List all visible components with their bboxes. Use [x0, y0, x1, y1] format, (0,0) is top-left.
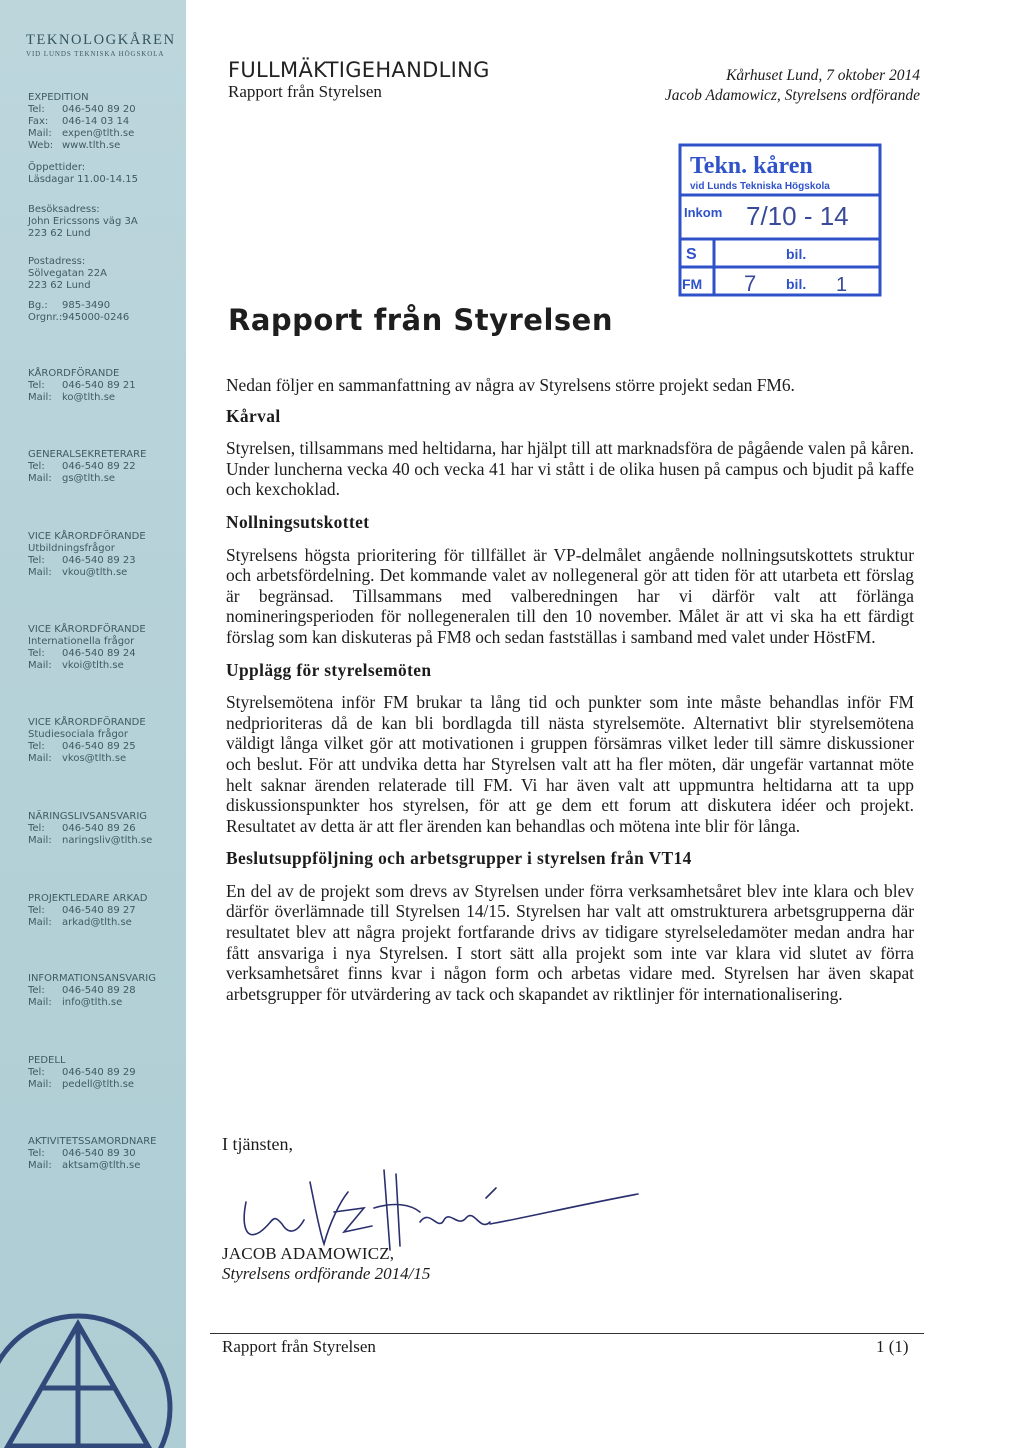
role-contact: [28, 973, 183, 1009]
mail-label: Mail:: [28, 1079, 52, 1090]
org-subtitle: VID LUNDS TEKNISKA HÖGSKOLA: [26, 50, 165, 58]
section-heading: Beslutsuppföljning och arbetsgrupper i styrelsen från VT14: [226, 848, 692, 869]
bg-label: Bg.:: [28, 300, 48, 311]
org-name-block: [26, 32, 176, 58]
role-mail: info@tlth.se: [62, 997, 123, 1008]
mail-label: Mail:: [28, 473, 52, 484]
role-title: VICE KÅRORDFÖRANDE: [28, 717, 146, 728]
role-tel: 046-540 89 23: [62, 555, 136, 566]
role-mail: aktsam@tlth.se: [62, 1160, 141, 1171]
contact-value: 046-540 89 20: [62, 104, 136, 115]
opening-hours: [28, 162, 183, 186]
stamp-value-fm: 7: [744, 271, 757, 296]
post-heading: Postadress:: [28, 256, 86, 267]
mail-label: Mail:: [28, 392, 52, 403]
contact-label: Mail:: [28, 128, 52, 139]
section-paragraph: En del av de projekt som drevs av Styrelsen under förra verksamhetsåret blev inte klara och blev därför överlämnade till Styrelsen 14/15. Styrelsen har valt att omstrukturera arbetsgrupperna där resultatet blev att några projekt fortfarande drivs av tidigare styrelseledamöter medan andra har fått ansvariga i nya Styrelsen. I stort sätt alla projekt som inte var klara vid slutet av förra verksamhetsåret finns kvar i någon form och arbetas vidare med. Styrelsen har även skapat arbetsgrupper för utvärdering av tack och skapandet av riktlinjer för internationalisering.: [226, 880, 914, 1004]
role-tel: 046-540 89 21: [62, 380, 136, 391]
section-paragraph: Styrelsen, tillsammans med heltidarna, har hjälpt till att marknadsföra de pågående valen på kåren. Under luncherna vecka 40 och vecka 41 har vi stått i de olika husen på campus och bjudit på kaffe och kexchoklad.: [226, 438, 914, 500]
document-header: [228, 58, 490, 102]
role-contact: [28, 893, 183, 929]
role-contact: [28, 1055, 183, 1091]
role-subtitle: Studiesociala frågor: [28, 729, 129, 740]
role-title: GENERALSEKRETERARE: [28, 449, 147, 460]
tlth-logo-icon: [0, 1290, 186, 1448]
role-contact: [28, 717, 183, 765]
role-title: NÄRINGSLIVSANSVARIG: [28, 811, 148, 822]
mail-label: Mail:: [28, 567, 52, 578]
section-heading: Upplägg för styrelsemöten: [226, 659, 432, 680]
tel-label: Tel:: [28, 461, 45, 472]
role-contact: [28, 531, 183, 579]
role-mail: vkos@tlth.se: [62, 753, 127, 764]
tel-label: Tel:: [28, 1148, 45, 1159]
tel-label: Tel:: [28, 905, 45, 916]
role-title: VICE KÅRORDFÖRANDE: [28, 624, 146, 635]
contact-label: Tel:: [28, 104, 45, 115]
org-name: TEKNOLOGKÅREN: [26, 32, 176, 48]
stamp-label-inkom: Inkom: [684, 205, 723, 220]
place-date: Kårhuset Lund, 7 oktober 2014: [726, 67, 920, 84]
section-paragraph: Styrelsens högsta prioritering för tillfället är VP-delmålet angående nollningsutskottets struktur och arbetsfördelning. Det kommande valet av nollegeneral gör att tiden för att utarbeta ett förslag är begränsad. Tillsammans med valberedningen har vi därför valt att förlänga nomineringsperioden för nollegeneralen till den 10 november. Målet är att vi ska ha ett färdigt förslag som kan diskuteras på FM8 och sedan fastställas i samband med valet under HöstFM.: [226, 544, 914, 647]
role-tel: 046-540 89 24: [62, 648, 136, 659]
role-title: VICE KÅRORDFÖRANDE: [28, 531, 146, 542]
mail-label: Mail:: [28, 660, 52, 671]
role-mail: vkou@tlth.se: [62, 567, 128, 578]
signer-name: JACOB ADAMOWICZ,: [222, 1244, 395, 1263]
contact-label: Fax:: [28, 116, 49, 127]
document-title: Rapport från Styrelsen: [228, 303, 613, 337]
post-address: [28, 256, 183, 292]
page-number: 1 (1): [876, 1337, 909, 1356]
tel-label: Tel:: [28, 648, 45, 659]
role-tel: 046-540 89 25: [62, 741, 136, 752]
section-heading: Kårval: [226, 405, 281, 426]
tel-label: Tel:: [28, 380, 45, 391]
signer-role: Styrelsens ordförande 2014/15: [222, 1264, 431, 1283]
role-tel: 046-540 89 29: [62, 1067, 136, 1078]
stamp-label-bil: bil.: [786, 276, 807, 292]
mail-label: Mail:: [28, 835, 52, 846]
role-title: AKTIVITETSSAMORDNARE: [28, 1136, 157, 1147]
stamp-value-bil: 1: [836, 274, 848, 296]
stamp-line2: vid Lunds Tekniska Högskola: [690, 181, 830, 192]
document-type: FULLMÄKTIGEHANDLING: [228, 58, 490, 82]
role-mail: arkad@tlth.se: [62, 917, 132, 928]
role-contact: [28, 449, 183, 485]
section-heading: Nollningsutskottet: [226, 511, 370, 532]
contact-value: 046-14 03 14: [62, 116, 130, 127]
bank-info: [28, 300, 183, 324]
role-tel: 046-540 89 22: [62, 461, 136, 472]
role-mail: naringsliv@tlth.se: [62, 835, 153, 846]
footer-divider: [210, 1333, 924, 1334]
receipt-stamp: [676, 137, 886, 302]
expedition-contact: [28, 92, 183, 152]
footer-title: Rapport från Styrelsen: [222, 1337, 376, 1356]
orgnr-value: 945000-0246: [62, 312, 130, 323]
hours-value: Läsdagar 11.00-14.15: [28, 174, 139, 185]
role-subtitle: Internationella frågor: [28, 636, 135, 647]
post-line: Sölvegatan 22A: [28, 268, 107, 279]
role-subtitle: Utbildningsfrågor: [28, 543, 115, 554]
mail-label: Mail:: [28, 997, 52, 1008]
visit-line: John Ericssons väg 3A: [28, 216, 138, 227]
tel-label: Tel:: [28, 823, 45, 834]
document-subtitle: Rapport från Styrelsen: [228, 82, 382, 101]
section-paragraph: Styrelsemötena inför FM brukar ta lång tid och punkter som inte måste behandlas inför FM nedprioriteras då de kan bli bordlagda till nästa styrelsemöte. Alternativt blir styrelsemötena väldigt långa vilket gör att motivationen i gruppen försämras vilket leder till sämre diskussioner och beslut. För att undvika detta har Styrelsen valt att ha fler möten, där ungefär vartannat möte helt saknar ärenden relaterade till FM. Vi har även valt att uppmuntra heltidarna att ta upp diskussionspunkter hos styrelsen, för att ge dem ett forum att diskutera idéer och projekt. Resultatet av detta är att fler ärenden kan behandlas och mötena inte blir för långa.: [226, 692, 914, 836]
visit-line: 223 62 Lund: [28, 228, 91, 239]
post-line: 223 62 Lund: [28, 280, 91, 291]
mail-label: Mail:: [28, 917, 52, 928]
handwritten-signature: [224, 1162, 644, 1254]
role-mail: pedell@tlth.se: [62, 1079, 135, 1090]
orgnr-label: Orgnr.:: [28, 312, 63, 323]
intro-paragraph: Nedan följer en sammanfattning av några av Styrelsens större projekt sedan FM6.: [226, 375, 795, 395]
role-tel: 046-540 89 30: [62, 1148, 136, 1159]
role-mail: ko@tlth.se: [62, 392, 116, 403]
role-title: PEDELL: [28, 1055, 66, 1066]
stamp-label-bil: bil.: [786, 246, 807, 262]
tel-label: Tel:: [28, 1067, 45, 1078]
role-contact: [28, 1136, 183, 1172]
tel-label: Tel:: [28, 985, 45, 996]
role-contact: [28, 624, 183, 672]
role-tel: 046-540 89 28: [62, 985, 136, 996]
role-contact: [28, 811, 183, 847]
bg-value: 985-3490: [62, 300, 111, 311]
stamp-line1: Tekn. kåren: [690, 153, 813, 179]
role-title: KÅRORDFÖRANDE: [28, 368, 120, 379]
role-mail: vkoi@tlth.se: [62, 660, 124, 671]
role-contact: [28, 368, 183, 404]
author-line: Jacob Adamowicz, Styrelsens ordförande: [664, 87, 920, 104]
tel-label: Tel:: [28, 741, 45, 752]
contact-label: Web:: [28, 140, 54, 151]
hours-heading: Öppettider:: [28, 162, 86, 173]
tel-label: Tel:: [28, 555, 45, 566]
header-meta: [665, 66, 920, 106]
role-title: INFORMATIONSANSVARIG: [28, 973, 156, 984]
visit-address: [28, 204, 183, 240]
contact-value: www.tlth.se: [62, 140, 121, 151]
role-tel: 046-540 89 27: [62, 905, 136, 916]
role-title: PROJEKTLEDARE ARKAD: [28, 893, 148, 904]
document-body: [226, 375, 914, 1016]
visit-heading: Besöksadress:: [28, 204, 100, 215]
stamp-label-fm: FM: [682, 276, 703, 292]
mail-label: Mail:: [28, 753, 52, 764]
expedition-heading: EXPEDITION: [28, 92, 89, 103]
role-mail: gs@tlth.se: [62, 473, 116, 484]
stamp-label-s: S: [686, 246, 697, 263]
contact-value: expen@tlth.se: [62, 128, 135, 139]
mail-label: Mail:: [28, 1160, 52, 1171]
role-tel: 046-540 89 26: [62, 823, 136, 834]
stamp-value-inkom: 7/10 - 14: [746, 201, 849, 231]
letterhead-sidebar: [0, 0, 186, 1448]
closing-phrase: I tjänsten,: [222, 1134, 293, 1154]
